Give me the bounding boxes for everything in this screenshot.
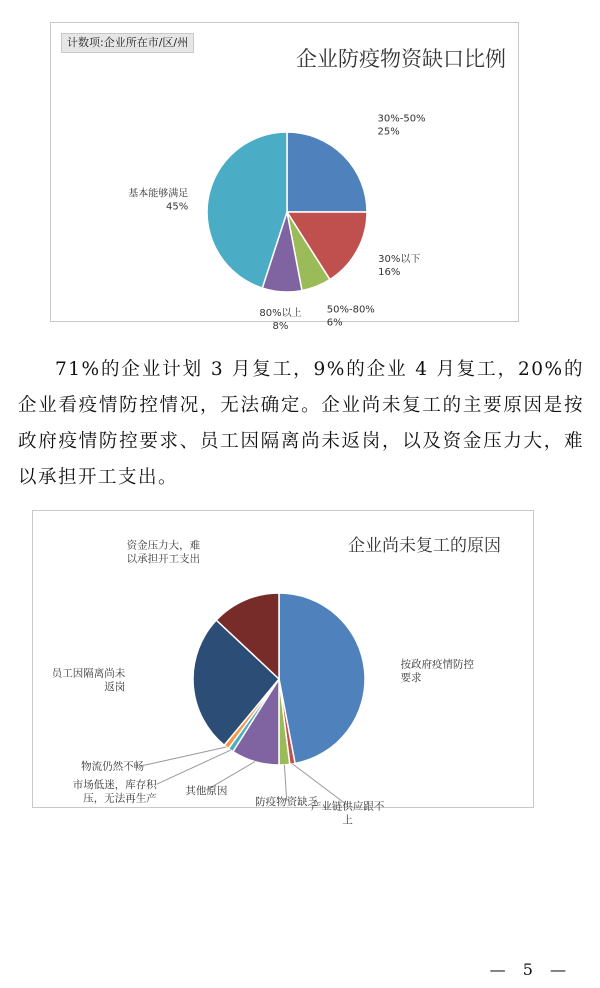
filter-field-button[interactable]: 计数项:企业所在市/区/州 [61, 33, 194, 53]
chart-title: 企业尚未复工的原因 [348, 536, 501, 556]
data-label-7: 资金压力大，难以承担开工支出 [126, 539, 201, 566]
data-label-3: 80%以上 8% [259, 307, 302, 332]
pie-chart-svg [33, 511, 533, 826]
leader-line-4 [157, 750, 231, 784]
pie-chart-svg [51, 23, 518, 332]
data-label-3: 其他原因 [185, 785, 228, 798]
leader-line-5 [144, 747, 226, 765]
chart-defense-supply-gap [50, 22, 519, 332]
data-label-1: 30%以下 16% [378, 254, 421, 279]
chart-not-resumed-reasons [32, 510, 534, 826]
data-label-0: 30%-50% 25% [377, 113, 426, 138]
data-label-2: 50%-80% 6% [326, 304, 375, 329]
data-label-5: 物流仍然不畅 [81, 760, 145, 773]
data-label-4: 基本能够满足 45% [128, 188, 189, 213]
body-paragraph: 71%的企业计划 3 月复工，9%的企业 4 月复工，20%的企业看疫情防控情况，无法确定。企业尚未复工的主要原因是按政府疫情防控要求、员工因隔离尚未返岗，以及资金压力大，难以承担开工支出。 [18, 359, 584, 488]
data-label-0: 按政府疫情防控要求 [400, 658, 474, 685]
data-label-6: 员工因隔离尚未返岗 [51, 667, 126, 693]
pie-slice-0 [279, 593, 365, 763]
data-label-2: 防疫物资缺乏 [255, 795, 319, 808]
chart-title: 企业防疫物资缺口比例 [296, 47, 506, 71]
data-label-4: 市场低迷，库存积压，无法再生产 [72, 779, 157, 805]
page-number: — 5 — [489, 960, 572, 979]
data-label-1: 产业链供应跟不上 [310, 800, 385, 826]
pie-slice-0 [287, 132, 367, 212]
